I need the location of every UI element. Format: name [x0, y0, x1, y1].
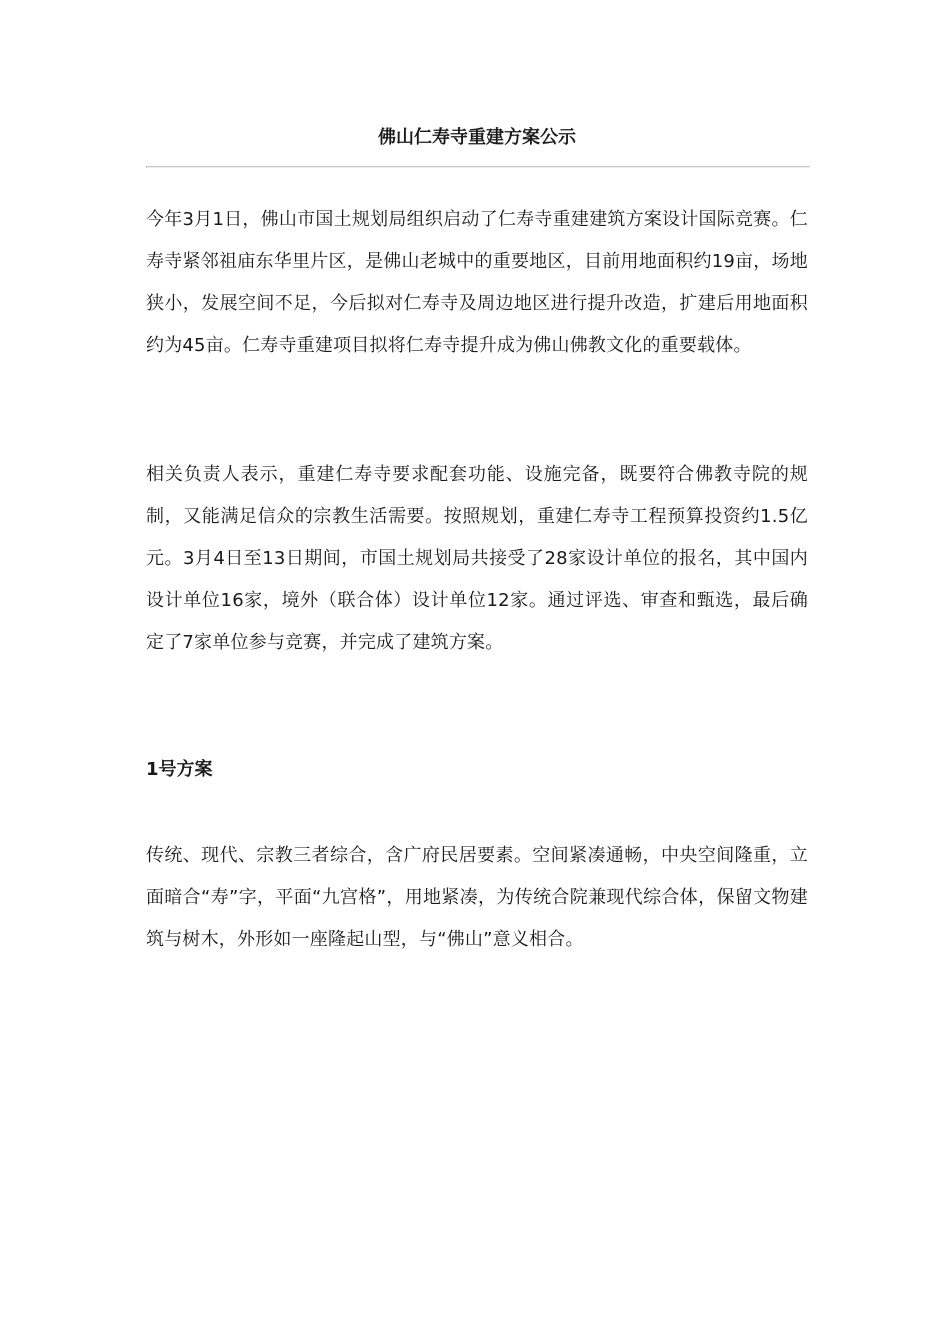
paragraph-budget: 相关负责人表示，重建仁寿寺要求配套功能、设施完备，既要符合佛教寺院的规制，又能满足信众的宗教生活需要。按照规划，重建仁寿寺工程预算投资约1.5亿元。3月4日至13日期间，市国土规划局共接受了28家设计单位的报名，其中国内设计单位16家，境外（联合体）设计单位12家。通过评选、审查和甄选，最后确定了7家单位参与竞赛，并完成了建筑方案。 [146, 464, 808, 653]
paragraph-plan-1: 传统、现代、宗教三者综合，含广府民居要素。空间紧凑通畅，中央空间隆重，立面暗合“寿”字，平面“九宫格”，用地紧凑，为传统合院兼现代综合体，保留文物建筑与树木，外形如一座隆起山型，与“佛山”意义相合。 [146, 845, 808, 950]
title-divider [146, 166, 810, 168]
document-title: 佛山仁寿寺重建方案公示 [378, 127, 576, 148]
paragraph-intro: 今年3月1日，佛山市国土规划局组织启动了仁寿寺重建建筑方案设计国际竞赛。仁寿寺紧邻祖庙东华里片区，是佛山老城中的重要地区，目前用地面积约19亩，场地狭小，发展空间不足，今后拟对仁寿寺及周边地区进行提升改造，扩建后用地面积约为45亩。仁寿寺重建项目拟将仁寿寺提升成为佛山佛教文化的重要载体。 [146, 209, 808, 356]
section-heading-plan-1: 1号方案 [146, 759, 213, 780]
